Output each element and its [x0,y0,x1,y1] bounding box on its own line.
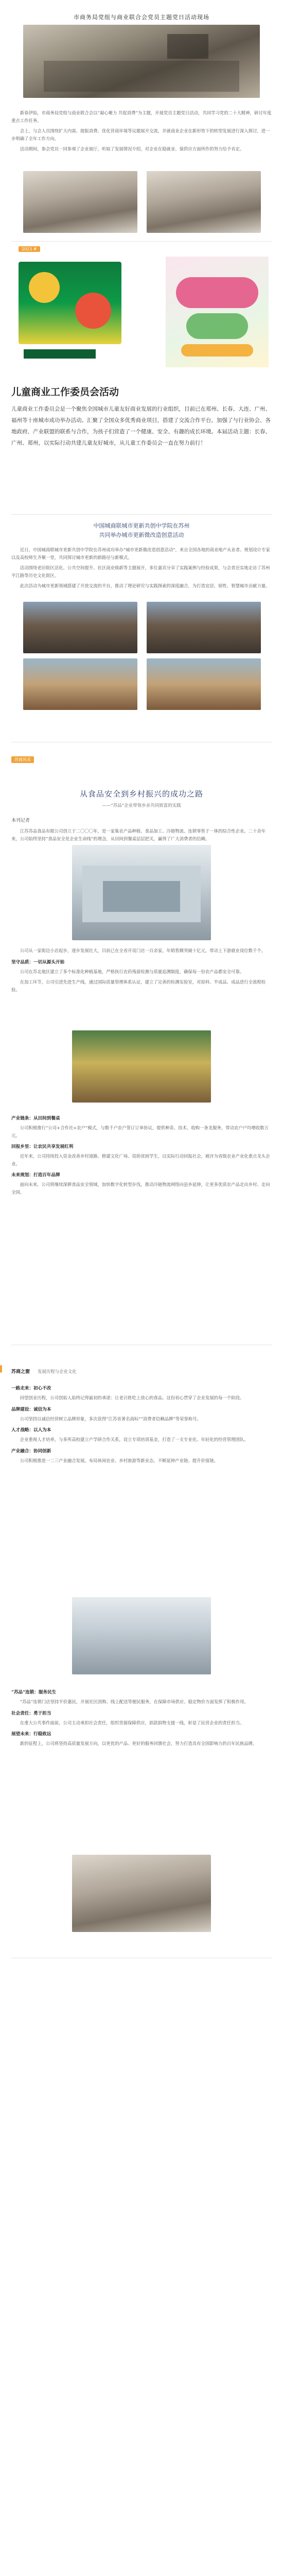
photo-event-3 [23,658,137,710]
subhead: 坚守品质：一切从源头开始 [11,959,65,965]
subhead: 社会责任：勇于担当 [11,1710,51,1716]
section-4-text: 一路走来：初心不改 回望创业历程，公司创始人始终记得最初的承诺：让老百姓吃上放心的食品。这份初心贯穿了企业发展的每一个阶段。 品牌建设：诚信为本 公司坚持以诚信经营树立品牌形象，多次获得“江苏省著名商标”“消费者信赖品牌”等荣誉称号。 人才战略：以人为本 企业重视人才培养，与多所高校建立产学研合作关系，设立专项培训基金，打造了一支专业化、年轻化的经营管理团队。 产业融合：协同创新 公司积极推进一二三产业融合发展，布局休闲农业、乡村旅游等新业态，不断延伸产业链、提升价值链。 [11,1381,272,1467]
subhead: 回报乡里：让农民共享发展红利 [11,1144,74,1150]
divider [11,514,272,515]
poster-tag: 2023 # [19,246,40,252]
photo-field [72,1030,211,1103]
section-2-text: 近日，中国城商联城市更新共创中学院在苏州成功举办“城市更新微改造创意活动”，来自全国各地的商业地产从业者、规划设计专家以及高校师生齐聚一堂，共同探讨城市更新的新路径与新模式。 活动围绕老旧街区活化、公共空间提升、社区商业焕新等主题展开，多位嘉宾分享了实践案例与经验成果，与会者还实地走访了苏州平江路等历史文化街区。 此次活动为城市更新领域搭建了开放交流的平台，推动了理论研究与实践探索的深度融合，为打造宜居、韧性、智慧城市贡献力量。 [11,547,270,589]
subhead: 产业链条：从田间到餐桌 [11,1116,60,1121]
photo-visit-1 [23,171,137,233]
section-3-text-b: 产业链条：从田间到餐桌 公司积极推行“公司+合作社+农户”模式，与数千户农户签订订单协议，提供种苗、技术、收购一条龙服务，带动农户户均增收数万元。 回报乡里：让农民共享发展红利 近年来，公司持续投入资金改善乡村道路、修建文化广场、资助贫困学生，以实际行动回报社会，被评为省级农业产业化重点龙头企业。 未来规划：打造百年品牌 面向未来，公司将继续深耕食品安全领域，加快数字化转型步伐，推动冷链物流网络向县乡延伸，让更多优质农产品走出乡村、走向全国。 [11,1111,272,1199]
poster-body: 儿童商业工作委员会是一个聚焦全国城市儿童友好商业发展的行业组织，目前已在郑州、长春、大连、广州、福州等十座城市成功举办活动。汇聚了全国众多优秀商业项目，搭建了交流合作平台，加强了与行业协会、各地政府、产业联盟的联系与合作，为孩子们营造了一个健康、安全、有趣的成长环境。本届活动主题：长春、广州、郑州，以实际行动共建儿童友好城市，从儿童工作委员会一直在努力前行！ [11,406,271,446]
section-1-text: 新春伊始，市商务局党组与商业联合会以“凝心聚力 共促消费”为主题，开展党员主题党日活动，共同学习党的二十大精神，研讨年度重点工作任务。 会上，与会人员围绕扩大内需、提振消费、优化营商环境等议题展开交流，并就商业企业在新形势下的转型发展进行深入探讨，进一步明确了全年工作方向。 活动期间，参会党员一同参观了企业展厅，听取了发展情况介绍，对企业在稳就业、保供应方面所作的努力给予肯定。 [11,110,272,152]
section-3-tag: 苏商风采 [11,756,34,763]
section-3-byline: 本刊记者 [11,818,30,823]
section-4-bar [0,1365,2,1372]
section-3-heading [11,788,272,808]
poster-left-art [19,257,121,365]
subhead: 未来规划：打造百年品牌 [11,1173,60,1178]
photo-event-1 [23,602,137,653]
section-3-subtitle: ——“苏品”企业带领乡亲共同致富的实践 [102,803,181,808]
poster-headline: 儿童商业工作委员会活动 [11,386,119,398]
photo-team [72,1855,211,1932]
section-3-title: 从食品安全到乡村振兴的成功之路 [79,789,203,799]
photo-event-2 [147,602,261,653]
photo-store [72,845,211,940]
poster-block [11,242,272,376]
photo-event-4 [147,658,261,710]
section-3-intro: 江苏苏品食品有限公司创立于二〇〇〇年，是一家集农产品种植、食品加工、冷链物流、连锁零售于一体的综合性企业。二十余年来，公司始终坚持“食品安全是企业生命线”的理念，从田间到餐桌层层把关，赢得了广大消费者的信赖。 [11,828,266,841]
subhead: 人才战略：以人为本 [11,1428,51,1433]
subhead: 一路走来：初心不改 [11,1386,51,1391]
section-3-text-a: 公司从一家街边小店起步，逐步发展壮大，目前已在全省开设门店一百余家，年销售额突破十亿元，带动上下游就业岗位数千个。 坚守品质：一切从源头开始 公司在苏北地区建立了多个标准化种植基地，严格执行农药残留检测与质量追溯制度，确保每一份农产品都安全可靠。 在加工环节，公司引进先进生产线，通过国际质量管理体系认证，建立了完善的检测实验室，对原料、半成品、成品进行全流程检验。 [11,947,272,996]
meeting-photo [23,25,260,98]
poster-right-art [166,257,269,367]
subhead: “苏品”连锁：服务民生 [11,1690,57,1695]
subhead: 产业融合：协同创新 [11,1448,51,1454]
top-caption: 市商务局党组与商业联合会党员主题党日活动现场 [74,14,209,21]
section-4-text-b: “苏品”连锁：服务民生 “苏品”连锁门店坚持平价惠民，开展社区团购、线上配送等便民服务，在保障市场供应、稳定物价方面发挥了积极作用。 社会责任：勇于担当 在重大公共事件面前，公司主动承担社会责任，组织货源保障供应，捐款捐物支援一线，彰显了民营企业的责任担当。 展望未来：行稳致远 新的征程上，公司将坚持高质量发展方向，以更优的产品、更好的服务回馈社会，努力打造具有全国影响力的百年民族品牌。 [11,1685,272,1751]
photo-visit-2 [147,171,261,233]
section-4-header: 苏商之窗 发展历程与企业文化 [11,1369,77,1375]
subhead: 品牌建设：诚信为本 [11,1406,51,1412]
divider [11,241,272,242]
poster-text [11,384,272,449]
subhead: 展望未来：行稳致远 [11,1732,51,1737]
section-2-title: 中国城商联城市更新共创中学院在苏州 共同举办城市更新微改造创意活动 [93,522,190,538]
photo-shop [72,1597,211,1674]
